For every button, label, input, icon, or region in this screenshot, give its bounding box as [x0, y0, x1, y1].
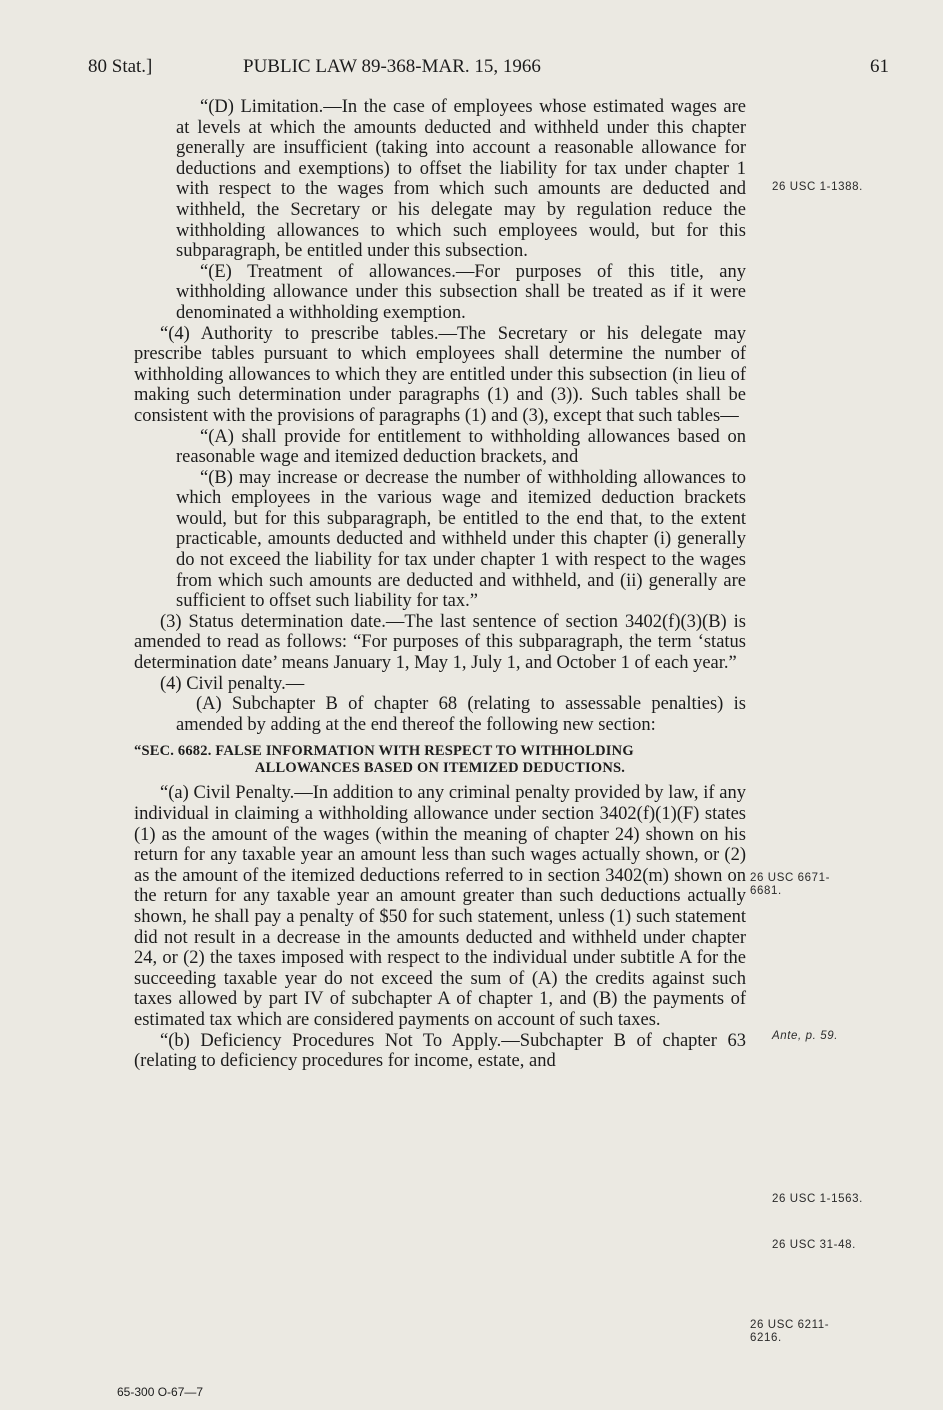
margin-note-6: 26 USC 6211- 6216.	[750, 1319, 830, 1344]
statute-reference: 80 Stat.]	[88, 56, 153, 77]
section-title-line-2: ALLOWANCES BASED ON ITEMIZED DEDUCTIONS.	[254, 760, 626, 777]
paragraph-civil-penalty-a: (A) Subchapter B of chapter 68 (relating to assessable penalties) is amended by adding at the end thereof the following new section:	[176, 694, 746, 735]
page-number: 61	[870, 56, 889, 77]
print-code: 65-300 O-67—7	[117, 1385, 204, 1399]
subparagraph-group-de	[134, 97, 746, 324]
paragraph-b: “(B) may increase or decrease the number of withholding allowances to which employees in the various wage and itemized deduction brackets would, but for this subparagraph, be entitled to the end that, to the extent practicable, amounts deducted and withheld under this chapter (i) generally do not exceed the liability for tax under chapter 1 with respect to the wages from which such amounts are deducted and withheld, and (ii) generally are sufficient to offset such liability for tax.”	[176, 467, 746, 612]
margin-note-1: 26 USC 1-1388.	[772, 181, 863, 193]
margin-note-5: 26 USC 31-48.	[772, 1239, 856, 1251]
paragraph-treatment-of-allowances: “(E) Treatment of allowances.—For purposes of this title, any withholding allowance under this subsection shall be treated as if it were denominated a withholding exemption.	[176, 261, 746, 323]
paragraph-sec-a: “(a) Civil Penalty.—In addition to any criminal penalty provided by law, if any individual in claiming a withholding allowance under section 3402(f)(1)(F) states (1) as the amount of the wages (within the meaning of chapter 24) shown on his return for any taxable year an amount less than such wages actually shown, or (2) as the amount of the itemized deductions referred to in section 3402(m) shown on the return for any taxable year an amount greater than such deductions actually shown, he shall pay a penalty of $50 for such statement, unless (1) such statement did not result in a decrease in the amounts deducted and withheld under chapter 24, or (2) the taxes imposed with respect to the individual under subtitle A for the succeeding taxable year do not exceed the sum of (A) the credits against such taxes allowed by part IV of subchapter A of chapter 1, and (B) the payments of estimated tax which are considered payments on account of such taxes.	[134, 783, 746, 1030]
paragraph-a: “(A) shall provide for entitlement to withholding allowances based on reasonable wage and itemized deduction brackets, and	[176, 426, 746, 468]
paragraph-civil-penalty-a-wrap	[134, 694, 746, 735]
page-title: PUBLIC LAW 89-368-MAR. 15, 1966	[243, 56, 541, 77]
paragraph-status-determination: (3) Status determination date.—The last sentence of section 3402(f)(3)(B) is amended to read as follows: “For purposes of this subparagraph, the term ‘status determination date’ means January 1, May 1, July 1, and October 1 of each year.”	[134, 611, 746, 674]
margin-note-3: Ante, p. 59.	[772, 1030, 839, 1042]
paragraph-limitation: “(D) Limitation.—In the case of employees whose estimated wages are at levels at which the amounts deducted and withheld under this chapter generally are insufficient (taking into account a reasonable allowance for deductions and exemptions) to offset the liability for tax under chapter 1 with respect to the wages from which such amounts are deducted and withheld, the Secretary or his delegate may by regulation reduce the withholding allowances to which such employees would, but for this subparagraph, be entitled under this subsection.	[176, 97, 746, 262]
subparagraph-group-ab	[134, 427, 746, 612]
margin-note-4: 26 USC 1-1563.	[772, 1193, 863, 1205]
paragraph-sec-b: “(b) Deficiency Procedures Not To Apply.—Subchapter B of chapter 63 (relating to deficiency procedures for income, estate, and	[134, 1030, 746, 1072]
section-title-line-1: “SEC. 6682. FALSE INFORMATION WITH RESPECT TO WITHHOLDING	[134, 743, 634, 760]
section-title	[134, 743, 746, 777]
margin-note-2: 26 USC 6671- 6681.	[750, 872, 831, 897]
paragraph-authority-tables: “(4) Authority to prescribe tables.—The Secretary or his delegate may prescribe tables pursuant to which employees shall determine the number of withholding allowances to which they are entitled under this subsection (in lieu of making such determination under paragraphs (1) and (3)). Such tables shall be consistent with the provisions of paragraphs (1) and (3), except that such tables—	[134, 323, 746, 426]
paragraph-civil-penalty-heading: (4) Civil penalty.—	[160, 673, 305, 694]
main-text	[134, 97, 746, 1072]
